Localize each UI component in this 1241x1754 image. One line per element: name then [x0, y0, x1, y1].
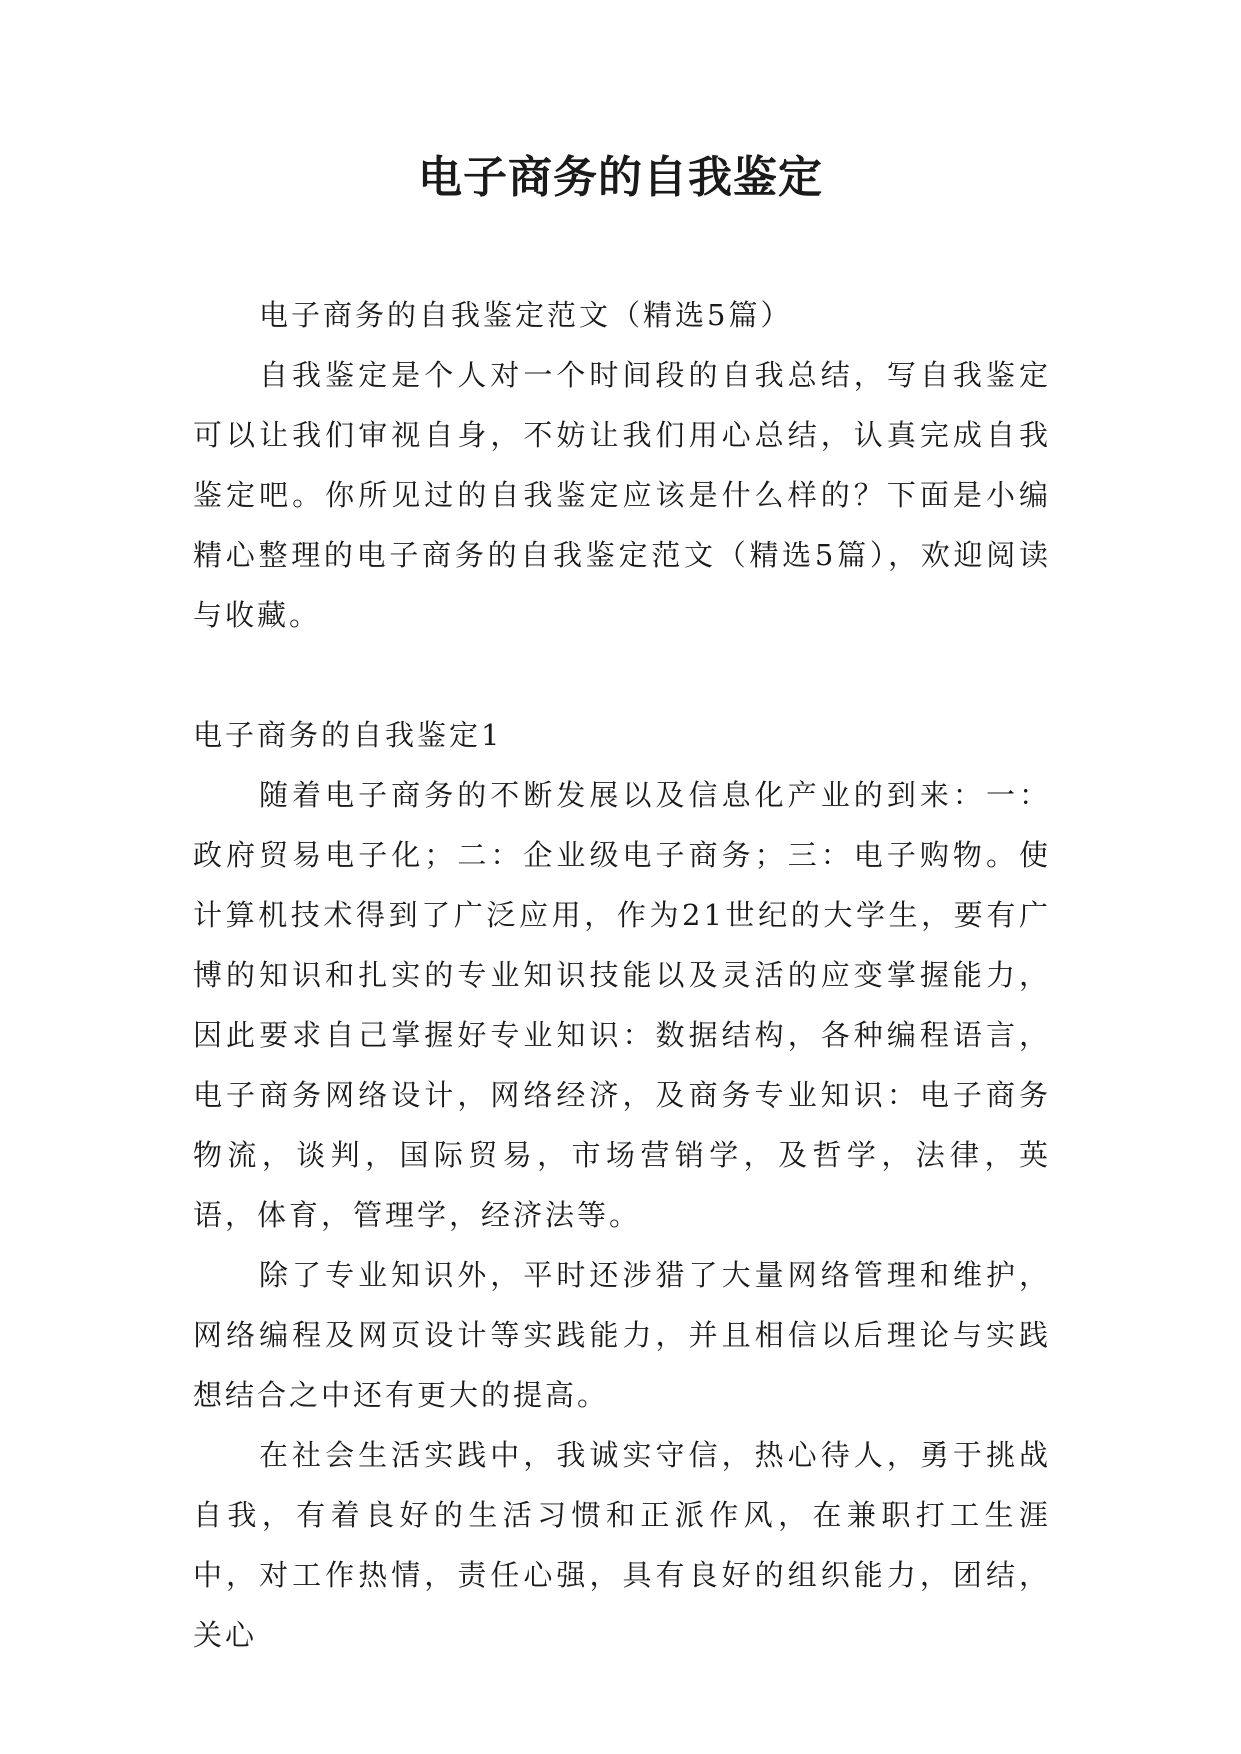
section-paragraph-1: 随着电子商务的不断发展以及信息化产业的到来：一：政府贸易电子化；二：企业级电子商务；三：电子购物。使计算机技术得到了广泛应用，作为21世纪的大学生，要有广博的知识和扎实的专业知识技能以及灵活的应变掌握能力，因此要求自己掌握好专业知识：数据结构，各种编程语言，电子商务网络设计，网络经济，及商务专业知识：电子商务物流，谈判，国际贸易，市场营销学，及哲学，法律，英语，体育，管理学，经济法等。	[193, 778, 1051, 1232]
document-title: 电子商务的自我鉴定	[418, 152, 823, 203]
subtitle-line: 电子商务的自我鉴定范文（精选5篇）	[259, 298, 793, 332]
section-paragraph-2: 除了专业知识外，平时还涉猎了大量网络管理和维护，网络编程及网页设计等实践能力，并且相信以后理论与实践想结合之中还有更大的提高。	[193, 1258, 1051, 1412]
paragraph-gap	[193, 645, 1051, 705]
document-body	[193, 285, 1051, 1665]
section-heading: 电子商务的自我鉴定1	[193, 718, 503, 752]
section-paragraph-3: 在社会生活实践中，我诚实守信，热心待人，勇于挑战自我，有着良好的生活习惯和正派作风，在兼职打工生涯中，对工作热情，责任心强，具有良好的组织能力，团结，关心	[193, 1438, 1051, 1652]
intro-paragraph: 自我鉴定是个人对一个时间段的自我总结，写自我鉴定可以让我们审视自身，不妨让我们用心总结，认真完成自我鉴定吧。你所见过的自我鉴定应该是什么样的？下面是小编精心整理的电子商务的自我鉴定范文（精选5篇），欢迎阅读与收藏。	[193, 358, 1051, 632]
